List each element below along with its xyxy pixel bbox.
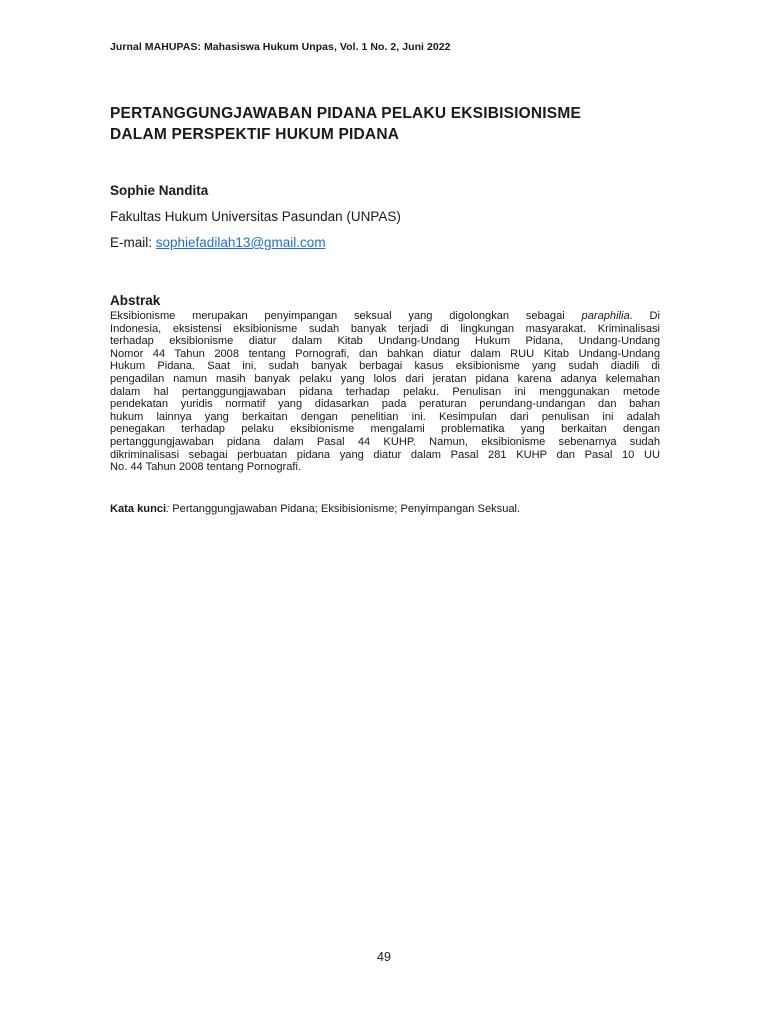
abstract-line: No. 44 Tahun 2008 tentang Pornografi. — [110, 461, 301, 474]
abstract-line: dikriminalisasi sebagai perbuatan pidana yang diatur dalam Pasal 281 KUHP dan Pasal 10 UU — [110, 448, 660, 461]
article-title — [110, 103, 660, 145]
author-affiliation: Fakultas Hukum Universitas Pasundan (UNPAS) — [110, 209, 401, 224]
abstract-line-1-prefix: Eksibionisme merupakan penyimpangan seksual yang digolongkan sebagai — [110, 310, 565, 322]
abstract-line — [110, 310, 660, 323]
abstract-line: penegakan terhadap pelaku eksibionisme mengalami problematika yang berkaitan dengan — [110, 423, 660, 436]
abstract-body — [110, 310, 660, 474]
abstract-italic-term: paraphilia — [581, 310, 630, 322]
keywords — [110, 503, 520, 515]
abstract-line-1-suffix: . Di — [629, 310, 661, 322]
article-title-line-2: DALAM PERSPEKTIF HUKUM PIDANA — [110, 126, 400, 143]
journal-header: Jurnal MAHUPAS: Mahasiswa Hukum Unpas, Vol. 1 No. 2, Juni 2022 — [110, 41, 451, 53]
abstract-line: Hukum Pidana. Saat ini, sudah banyak berbagai kasus eksibionisme yang sudah diadili di — [110, 360, 660, 373]
abstract-line: terhadap eksibionisme diatur dalam Kitab Undang-Undang Hukum Pidana, Undang-Undang — [110, 335, 660, 348]
abstract-heading: Abstrak — [110, 293, 161, 308]
page-number: 49 — [377, 950, 391, 964]
abstract-line: hukum lainnya yang berkaitan dengan penelitian ini. Kesimpulan dari penulisan ini adalah — [110, 410, 660, 423]
keywords-label: Kata kunci — [110, 503, 167, 515]
abstract-line: pengadilan namun masih banyak pelaku yang lolos dari jeratan pidana karena adanya kelemahan — [110, 372, 660, 385]
keywords-text: Pertanggungjawaban Pidana; Eksibisionisme; Penyimpangan Seksual. — [169, 503, 521, 515]
author-name: Sophie Nandita — [110, 183, 209, 198]
email-label: E-mail: — [110, 235, 156, 250]
keywords-separator: : — [166, 503, 170, 515]
abstract-line: pendekatan yuridis normatif yang didasarkan pada peraturan perundang-undangan dan bahan — [110, 398, 660, 411]
author-email-line — [110, 235, 326, 250]
abstract-line: pertanggungjawaban pidana dalam Pasal 44 KUHP. Namun, eksibionisme sebenarnya sudah — [110, 435, 660, 448]
article-title-line-1: PERTANGGUNGJAWABAN PIDANA PELAKU EKSIBISIONISME — [110, 105, 581, 122]
email-link[interactable]: sophiefadilah13@gmail.com — [155, 235, 326, 250]
abstract-line: Indonesia, eksistensi eksibionisme sudah banyak terjadi di lingkungan masyarakat. Kriminalisasi — [110, 322, 660, 335]
abstract-line: dalam hal pertanggungjawaban pidana terhadap pelaku. Penulisan ini menggunakan metode — [110, 385, 660, 398]
abstract-line: Nomor 44 Tahun 2008 tentang Pornografi, dan bahkan diatur dalam RUU Kitab Undang-Undang — [110, 347, 660, 360]
